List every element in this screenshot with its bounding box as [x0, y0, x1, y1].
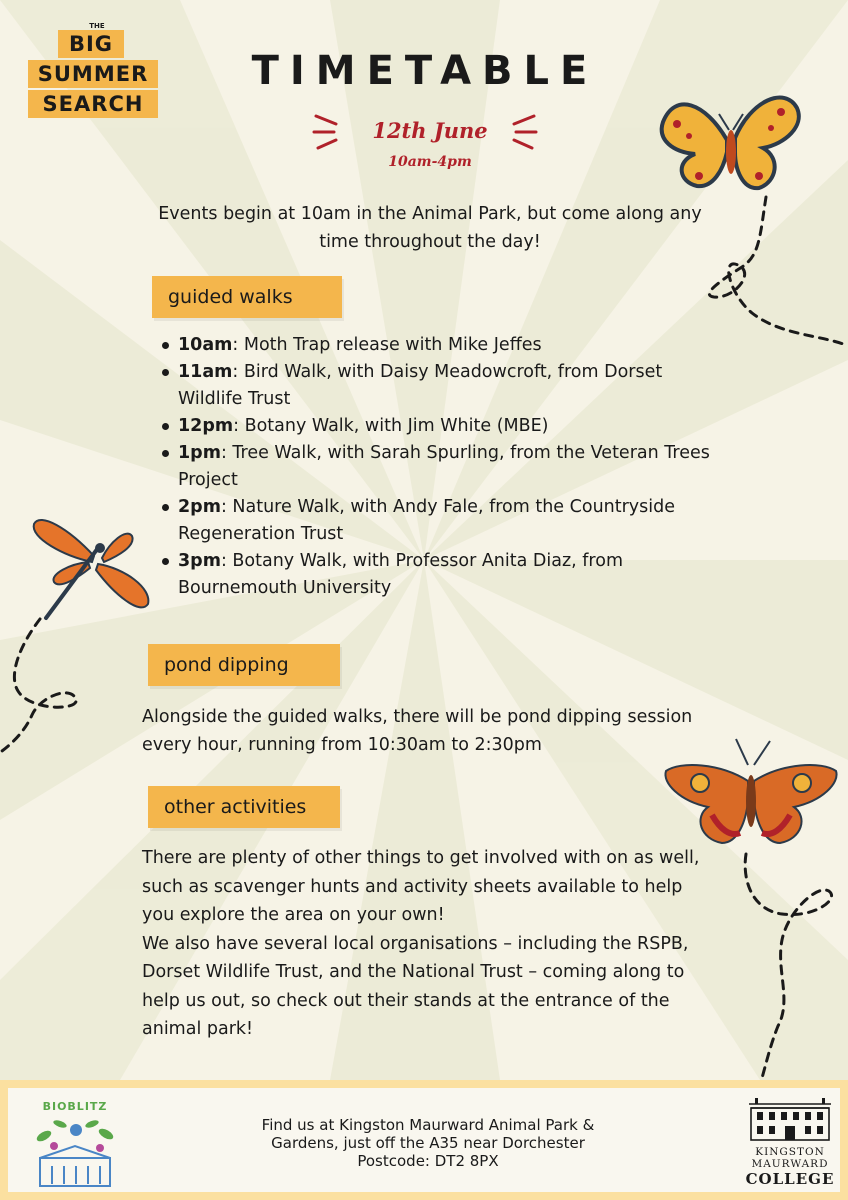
walk-description: : Moth Trap release with Mike Jeffes [232, 335, 542, 355]
dotted-trail-decoration [690, 195, 848, 355]
walk-time: 10am [178, 335, 233, 355]
guided-walks-list [160, 332, 720, 602]
walk-time: 2pm [178, 497, 221, 517]
list-item [160, 332, 720, 359]
bioblitz-text: BIOBLITZ [42, 1100, 108, 1113]
walk-time: 3pm [178, 551, 221, 571]
list-item [160, 548, 720, 602]
college-name-line-2: MAURWARD [751, 1158, 829, 1170]
walk-time: 11am [178, 362, 233, 382]
college-name-line-1: KINGSTON [755, 1146, 825, 1158]
butterfly-icon [655, 82, 805, 212]
list-item [160, 413, 720, 440]
footer [0, 1080, 848, 1200]
pond-dipping-text: Alongside the guided walks, there will be pond dipping session every hour, running from 10:30am to 2:30pm [142, 707, 693, 755]
other-activities-text [142, 844, 712, 1044]
page-title: TIMETABLE [251, 48, 599, 94]
list-item [160, 440, 720, 494]
bioblitz-logo [20, 1096, 130, 1192]
moth-icon [660, 735, 842, 855]
walk-time: 12pm [178, 416, 234, 436]
section-label-pond-dipping: pond dipping [148, 644, 340, 686]
logo-line-2: SUMMER [28, 60, 158, 88]
footer-line-3: Postcode: DT2 8PX [357, 1152, 499, 1170]
footer-panel [8, 1088, 840, 1192]
dragonfly-icon [28, 508, 158, 623]
walk-description: : Botany Walk, with Professor Anita Diaz, from Bournemouth University [178, 551, 624, 598]
dotted-trail-decoration [0, 615, 90, 755]
dotted-trail-decoration [722, 850, 848, 1080]
logo-the: THE [89, 22, 105, 30]
walk-description: : Nature Walk, with Andy Fale, from the Countryside Regeneration Trust [178, 497, 676, 544]
logo-line-3: SEARCH [28, 90, 158, 118]
walk-description: : Botany Walk, with Jim White (MBE) [233, 416, 549, 436]
college-building-icon [745, 1094, 835, 1142]
footer-line-1: Find us at Kingston Maurward Animal Park & [261, 1116, 595, 1134]
walk-description: : Tree Walk, with Sarah Spurling, from the Veteran Trees Project [178, 443, 710, 490]
section-label-other-activities: other activities [148, 786, 340, 828]
logo-line-1: BIG [58, 30, 124, 58]
walk-time: 1pm [178, 443, 221, 463]
walk-description: : Bird Walk, with Daisy Meadowcroft, from Dorset Wildlife Trust [178, 362, 663, 409]
section-label-guided-walks: guided walks [152, 276, 342, 318]
other-activities-paragraph-1: There are plenty of other things to get involved with on as well, such as scavenger hunts and activity sheets available to help you explore the area on your own! [142, 848, 700, 925]
other-activities-paragraph-2: We also have several local organisations – including the RSPB, Dorset Wildlife Trust, and the National Trust – coming along to help us out, so check out their stands at the entrance of the animal park! [142, 933, 689, 1039]
intro-text: Events begin at 10am in the Animal Park, but come along any time throughout the day! [158, 204, 702, 252]
big-summer-search-logo [28, 22, 168, 120]
list-item [160, 494, 720, 548]
college-name-line-3: COLLEGE [745, 1170, 835, 1188]
list-item [160, 359, 720, 413]
kingston-maurward-college-logo [742, 1094, 838, 1192]
event-time: 10am-4pm [388, 154, 472, 170]
footer-address [218, 1116, 638, 1170]
event-date: 12th June [372, 118, 488, 143]
footer-line-2: Gardens, just off the A35 near Dorchester [271, 1134, 585, 1152]
